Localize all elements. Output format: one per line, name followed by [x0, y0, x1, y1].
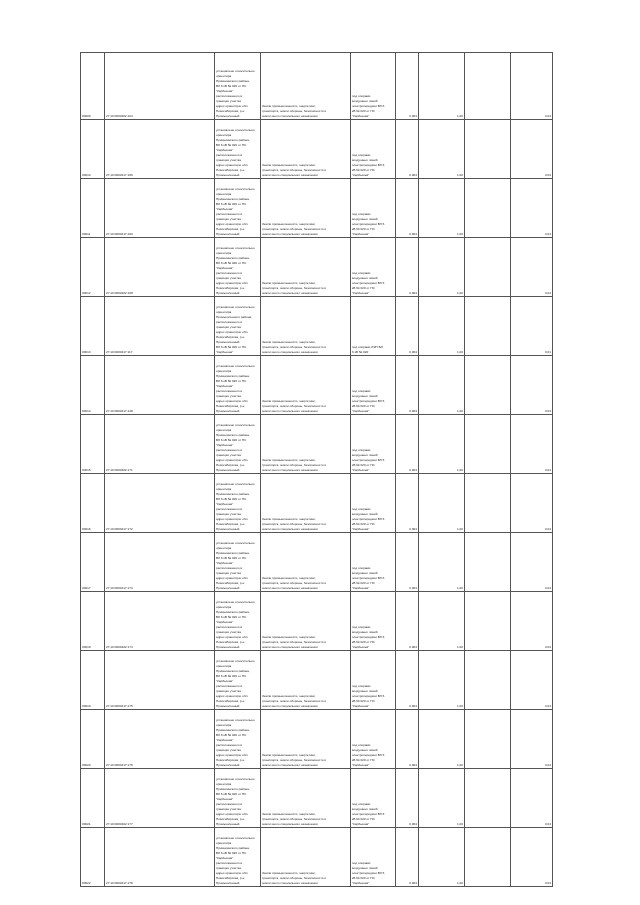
table-row: [81, 53, 553, 120]
location-description: установлено относительно ориентира Прииниинского района, ВЛ 6 кВ № 020 от ПС "Карбышев" расположенного в границах участка адрес ориентира: обл. Новосибирская, р-н Промышленный: [215, 238, 261, 297]
area-value: 0,004: [396, 592, 419, 651]
area-value: 0,004: [396, 415, 419, 474]
land-category: Земли промышленности, энергетики, транспорта, земли обороны, безопасности и земли иного специального назначения: [261, 533, 351, 592]
location-description: установлено относительно ориентира Прииниинского района, ВЛ 6 кВ № 020 от ПС "Карбышев" расположенного в границах участка адрес ориентира: обл. Новосибирская, р-н Промышленный: [215, 710, 261, 769]
coefficient-value: 1,00: [419, 297, 465, 356]
coefficient-value: 1,00: [419, 769, 465, 828]
cadastral-number: 27:10:0000417:117: [105, 297, 215, 356]
table-row: [81, 120, 553, 179]
table-body: [81, 53, 553, 887]
location-description: установлено относительно ориентира Прииниинского района, ВЛ 6 кВ № 020 от ПС "Карбышев" расположенного в границах участка адрес ориентира: обл. Новосибирская, р-н Промышленный: [215, 415, 261, 474]
total-value: 0,04: [511, 356, 553, 415]
location-description: установлено относительно ориентира Прииниинского района, ВЛ 6 кВ № 020 от ПС "Карбышев" расположенного в границах участка адрес ориентира: обл. Новосибирская, р-н Промышленный: [215, 356, 261, 415]
cadastral-number: 27:10:0000402:171: [105, 415, 215, 474]
table-row: [81, 179, 553, 238]
cadastral-number: 27:10:0000402:168: [105, 238, 215, 297]
area-value: 0,004: [396, 651, 419, 710]
table-row: [81, 769, 553, 828]
row-number: 00014: [81, 356, 105, 415]
permitted-use: под опорами воздушных линий электропередачи ВЛ 6 кВ № 020 от ПС "Карбышев": [351, 356, 396, 415]
coefficient-value: 1,00: [419, 592, 465, 651]
permitted-use: под опорами воздушных линий электропередачи ВЛ 6 кВ № 020 от ПС "Карбышев": [351, 415, 396, 474]
cadastral-number: 27:10:0000417:172: [105, 474, 215, 533]
row-number: 00013: [81, 297, 105, 356]
permitted-use: под опорами воздушных линий электропередачи ВЛ 6 кВ № 020 от ПС "Карбышев": [351, 828, 396, 887]
area-value: 0,004: [396, 828, 419, 887]
permitted-use: под опорами воздушных линий электропередачи ВЛ 6 кВ № 020 от ПС "Карбышев": [351, 474, 396, 533]
area-value: 0,004: [396, 179, 419, 238]
total-value: 0,04: [511, 651, 553, 710]
row-number: 00019: [81, 651, 105, 710]
permitted-use: под опорами ЛЭП ВЛ 6 кВ № 020: [351, 297, 396, 356]
table-row: [81, 238, 553, 297]
table-row: [81, 651, 553, 710]
table-row: [81, 710, 553, 769]
total-value: 0,04: [511, 828, 553, 887]
land-category: Земли промышленности, энергетики, транспорта, земли обороны, безопасности и земли иного специального назначения: [261, 828, 351, 887]
row-number: 00011: [81, 179, 105, 238]
cadastral-number: 27:10:0000417:175: [105, 651, 215, 710]
empty-value: [465, 53, 511, 120]
cadastral-number: 27:10:0000402:177: [105, 769, 215, 828]
empty-value: [465, 415, 511, 474]
row-number: 00010: [81, 120, 105, 179]
location-description: установлено относительно ориентира Промышленного района, расположенного в границах участка адрес ориентира: обл. Новосибирская, р-н Промышленный ВЛ 6 кВ № 020 от ПС "Карбышев": [215, 297, 261, 356]
total-value: 0,01: [511, 297, 553, 356]
table-row: [81, 533, 553, 592]
cadastral-number: 27:10:0000417:176: [105, 710, 215, 769]
area-value: 0,004: [396, 53, 419, 120]
empty-value: [465, 297, 511, 356]
land-category: Земли промышленности, энергетики, транспорта, земли обороны, безопасности и земли иного специального назначения: [261, 710, 351, 769]
table-row: [81, 356, 553, 415]
row-number: 00016: [81, 474, 105, 533]
row-number: 00009: [81, 53, 105, 120]
row-number: 00017: [81, 533, 105, 592]
total-value: 0,04: [511, 710, 553, 769]
cadastral-number: 27:10:0000417:128: [105, 356, 215, 415]
area-value: 0,004: [396, 533, 419, 592]
total-value: 0,04: [511, 474, 553, 533]
total-value: 0,04: [511, 179, 553, 238]
coefficient-value: 1,00: [419, 356, 465, 415]
row-number: 00020: [81, 710, 105, 769]
empty-value: [465, 474, 511, 533]
area-value: 0,004: [396, 710, 419, 769]
row-number: 00018: [81, 592, 105, 651]
land-category: Земли промышленности, энергетики, транспорта, земли обороны, безопасности и земли иного специального назначения: [261, 474, 351, 533]
land-category: Земли промышленности, энергетики, транспорта, земли обороны, безопасности и земли иного специального назначения: [261, 592, 351, 651]
location-description: установлено относительно ориентира Прииниинского района, ВЛ 6 кВ № 020 от ПС "Карбышев" расположенного в границах участка адрес ориентира: обл. Новосибирская, р-н Промышленный: [215, 53, 261, 120]
coefficient-value: 1,00: [419, 238, 465, 297]
permitted-use: под опорами воздушных линий электропередачи ВЛ 6 кВ № 020 от ПС "Карбышев": [351, 238, 396, 297]
permitted-use: под опорами воздушных линий электропередачи ВЛ 6 кВ № 020 от ПС "Карбышев": [351, 769, 396, 828]
land-category: Земли промышленности, энергетики, транспорта, земли обороны, безопасности и земли иного специального назначения: [261, 120, 351, 179]
land-category: Земли промышленности, энергетики, транспорта, земли обороны, безопасности и земли иного специального назначения: [261, 651, 351, 710]
empty-value: [465, 120, 511, 179]
area-value: 0,004: [396, 297, 419, 356]
land-category: Земли промышленности, энергетики, транспорта, земли обороны, безопасности и земли иного специального назначения: [261, 297, 351, 356]
coefficient-value: 1,00: [419, 710, 465, 769]
permitted-use: под опорами воздушных линий электропередачи ВЛ 6 кВ № 020 от ПС "Карбышев": [351, 53, 396, 120]
cadastral-number: 27:10:0000402:174: [105, 592, 215, 651]
area-value: 0,004: [396, 474, 419, 533]
empty-value: [465, 651, 511, 710]
empty-value: [465, 179, 511, 238]
coefficient-value: 1,00: [419, 533, 465, 592]
empty-value: [465, 769, 511, 828]
empty-value: [465, 828, 511, 887]
land-category: Земли промышленности, энергетики, транспорта, земли обороны, безопасности и земли иного специального назначения: [261, 769, 351, 828]
permitted-use: под опорами воздушных линий электропередачи ВЛ 6 кВ № 020 от ПС "Карбышев": [351, 179, 396, 238]
cadastral-number: 27:10:0000417:173: [105, 533, 215, 592]
total-value: 0,04: [511, 769, 553, 828]
permitted-use: под опорами воздушных линий электропередачи ВЛ 6 кВ № 020 от ПС "Карбышев": [351, 651, 396, 710]
cadastral-number: 27:10:0000417:106: [105, 120, 215, 179]
permitted-use: под опорами воздушных линий электропередачи ВЛ 6 кВ № 020 от ПС "Карбышев": [351, 592, 396, 651]
cadastral-number: 27:10:0000417:160: [105, 179, 215, 238]
area-value: 0,004: [396, 238, 419, 297]
land-category: Земли промышленности, энергетики, транспорта, земли обороны, безопасности и земли иного специального назначения: [261, 356, 351, 415]
total-value: 0,04: [511, 415, 553, 474]
location-description: установлено относительно ориентира Прииниинского района, ВЛ 6 кВ № 020 от ПС "Карбышев" расположенного в границах участка адрес ориентира: обл. Новосибирская, р-н Промышленный: [215, 179, 261, 238]
land-category: Земли промышленности, энергетики, транспорта, земли обороны, безопасности и земли иного специального назначения: [261, 415, 351, 474]
row-number: 00021: [81, 769, 105, 828]
coefficient-value: 1,00: [419, 415, 465, 474]
area-value: 0,004: [396, 769, 419, 828]
location-description: установлено относительно ориентира Прииниинского района, ВЛ 6 кВ № 020 от ПС "Карбышев" расположенного в границах участка адрес ориентира: обл. Новосибирская, р-н Промышленный: [215, 533, 261, 592]
table-row: [81, 828, 553, 887]
empty-value: [465, 592, 511, 651]
coefficient-value: 1,00: [419, 53, 465, 120]
area-value: 0,004: [396, 120, 419, 179]
location-description: установлено относительно ориентира Прииниинского района, ВЛ 6 кВ № 020 от ПС "Карбышев" расположенного в границах участка адрес ориентира: обл. Новосибирская, р-н Промышленный: [215, 120, 261, 179]
land-category: Земли промышленности, энергетики, транспорта, земли обороны, безопасности и земли иного специального назначения: [261, 53, 351, 120]
total-value: 0,04: [511, 592, 553, 651]
coefficient-value: 1,00: [419, 120, 465, 179]
total-value: 0,04: [511, 533, 553, 592]
total-value: 0,04: [511, 238, 553, 297]
permitted-use: под опорами воздушных линий электропередачи ВЛ 6 кВ № 020 от ПС "Карбышев": [351, 533, 396, 592]
location-description: установлено относительно ориентира Прииниинского района, ВЛ 6 кВ № 020 от ПС "Карбышев" расположенного в границах участка адрес ориентира: обл. Новосибирская, р-н Промышленный: [215, 769, 261, 828]
land-category: Земли промышленности, энергетики, транспорта, земли обороны, безопасности и земли иного специального назначения: [261, 179, 351, 238]
empty-value: [465, 533, 511, 592]
permitted-use: под опорами воздушных линий электропередачи ВЛ 6 кВ № 020 от ПС "Карбышев": [351, 120, 396, 179]
cadastral-number: 27:10:0000417:178: [105, 828, 215, 887]
table-row: [81, 415, 553, 474]
table-row: [81, 474, 553, 533]
land-category: Земли промышленности, энергетики, транспорта, земли обороны, безопасности и земли иного специального назначения: [261, 238, 351, 297]
land-plots-table: [80, 52, 553, 887]
total-value: 0,04: [511, 120, 553, 179]
cadastral-number: 27:10:0000402:164: [105, 53, 215, 120]
empty-value: [465, 356, 511, 415]
coefficient-value: 1,00: [419, 651, 465, 710]
total-value: 0,04: [511, 53, 553, 120]
location-description: установлено относительно ориентира Прииниинского района, ВЛ 6 кВ № 020 от ПС "Карбышев" расположенного в границах участка адрес ориентира: обл. Новосибирская, р-н Промышленный: [215, 651, 261, 710]
row-number: 00015: [81, 415, 105, 474]
coefficient-value: 1,00: [419, 828, 465, 887]
coefficient-value: 1,00: [419, 179, 465, 238]
location-description: установлено относительно ориентира Прииниинского района, ВЛ 6 кВ № 020 от ПС "Карбышев" расположенного в границах участка адрес ориентира: обл. Новосибирская, р-н Промышленный: [215, 828, 261, 887]
area-value: 0,004: [396, 356, 419, 415]
location-description: установлено относительно ориентира Прииниинского района, ВЛ 6 кВ № 020 от ПС "Карбышев" расположенного в границах участка адрес ориентира: обл. Новосибирская, р-н Промышленный: [215, 592, 261, 651]
empty-value: [465, 710, 511, 769]
location-description: установлено относительно ориентира Прииниинского района, ВЛ 6 кВ № 020 от ПС "Карбышев" расположенного в границах участка адрес ориентира: обл. Новосибирская, р-н Промышленный: [215, 474, 261, 533]
coefficient-value: 1,00: [419, 474, 465, 533]
table-row: [81, 297, 553, 356]
row-number: 00012: [81, 238, 105, 297]
empty-value: [465, 238, 511, 297]
row-number: 00022: [81, 828, 105, 887]
permitted-use: под опорами воздушных линий электропередачи ВЛ 6 кВ № 020 от ПС "Карбышев": [351, 710, 396, 769]
table-row: [81, 592, 553, 651]
